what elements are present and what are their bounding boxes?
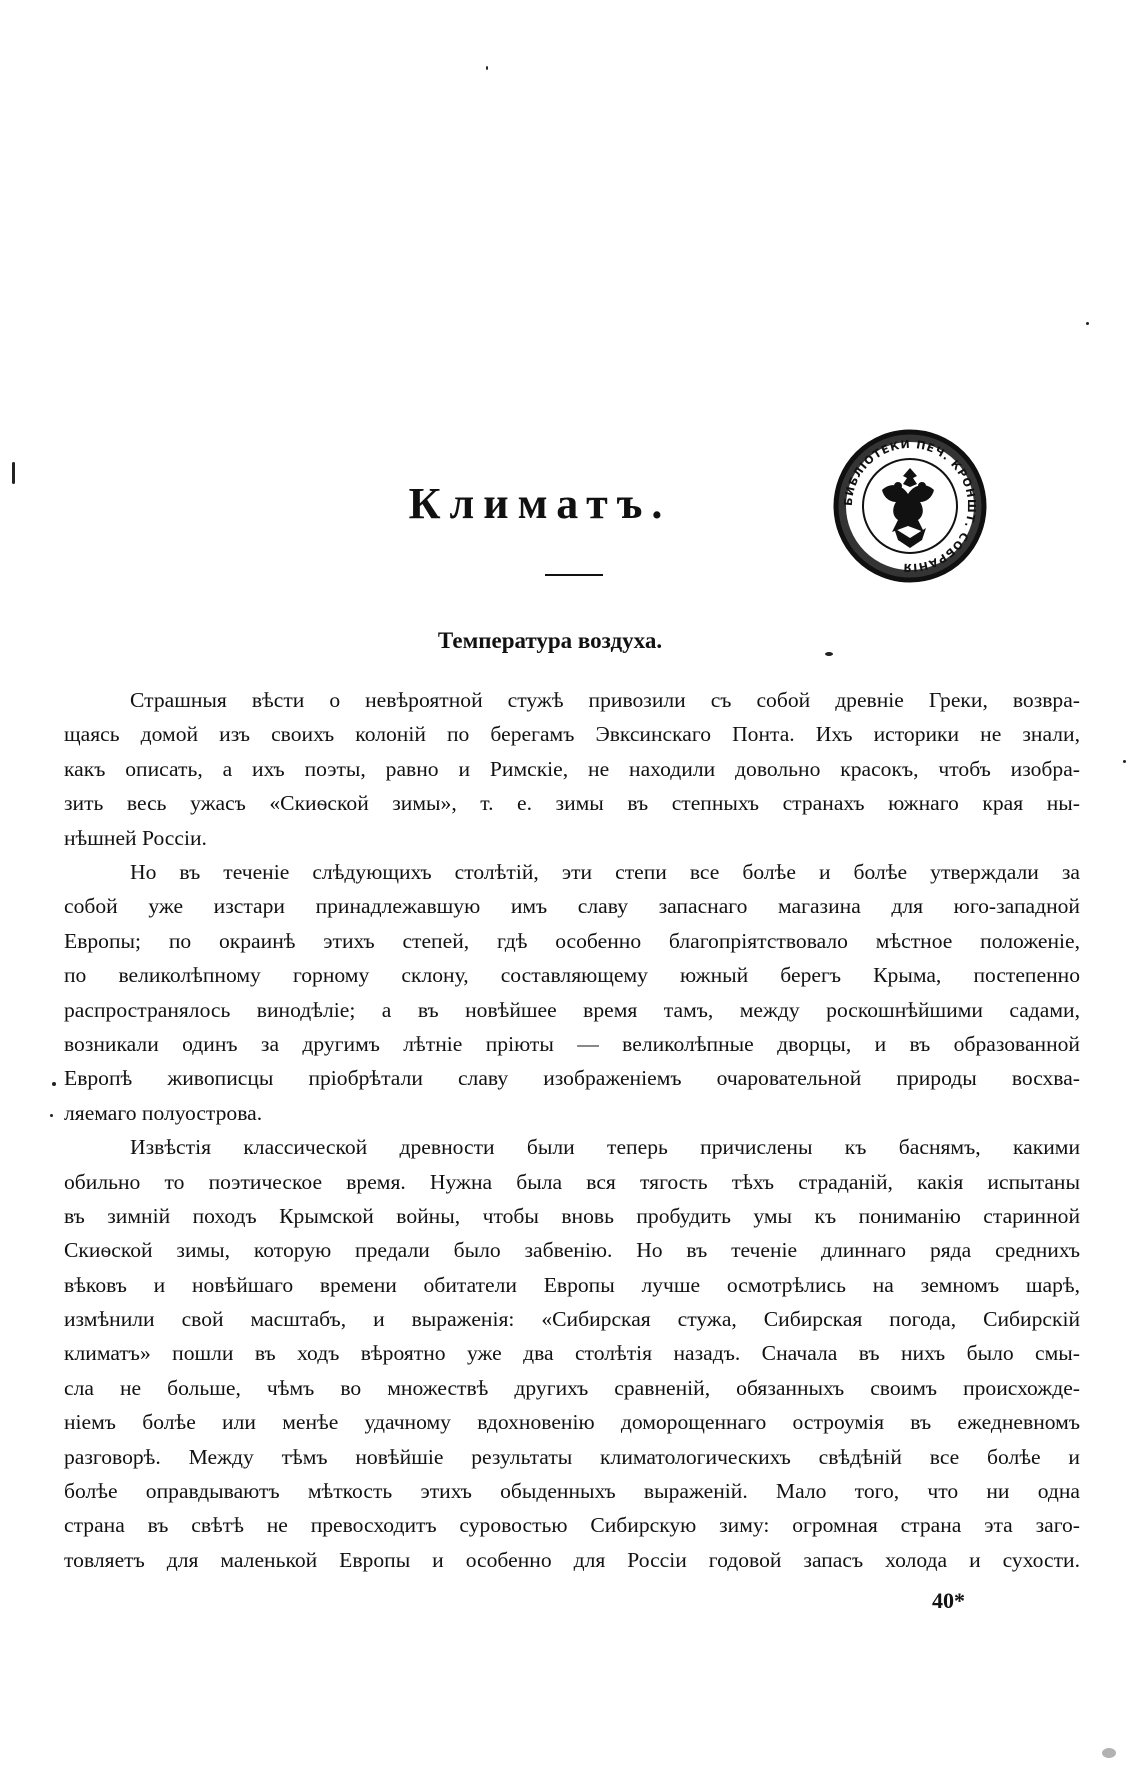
scan-speck (50, 1114, 53, 1117)
text-line: Извѣстія классической древности были теперь причислены къ баснямъ, какими (130, 1135, 1080, 1160)
text-line: возникали одинъ за другимъ лѣтніе пріюты — великолѣпные дворцы, и въ образованной (64, 1031, 1080, 1056)
page-number: 40* (932, 1588, 965, 1613)
text-line: Европы; по окраинѣ этихъ степей, гдѣ особенно благопріятствовало мѣстное положеніе, (64, 928, 1080, 953)
body-text (64, 683, 1080, 1577)
paragraph-2 (64, 855, 1080, 1130)
text-line: вѣковъ и новѣйшаго времени обитатели Европы лучше осмотрѣлись на земномъ шарѣ, (64, 1272, 1080, 1297)
text-line: нѣшней Россіи. (64, 825, 207, 850)
text-line: Страшныя вѣсти о невѣроятной стужѣ привозили съ собой древніе Греки, возвра- (130, 688, 1080, 712)
scan-speck (12, 462, 15, 484)
text-line: Но въ теченіе слѣдующихъ столѣтій, эти степи все болѣе и болѣе утверждали за (130, 859, 1080, 884)
text-line: по великолѣпному горному склону, составляющему южный берегъ Крыма, постепенно (64, 963, 1080, 988)
library-stamp-icon (832, 428, 988, 584)
text-line: сла не больше, чѣмъ во множествѣ другихъ сравненій, обязанныхъ своимъ происхожде- (64, 1375, 1080, 1400)
title-rule (545, 574, 603, 576)
text-line: страна въ свѣтѣ не превосходитъ суровостью Сибирскую зиму: огромная страна эта заго- (64, 1513, 1080, 1538)
text-line: ніемъ болѣе или менѣе удачному вдохновенію доморощеннаго остроумія въ ежедневномъ (64, 1410, 1080, 1435)
paragraph-3 (64, 1130, 1080, 1577)
text-line: болѣе оправдываютъ мѣткость этихъ обыденныхъ выраженій. Мало того, что ни одна (64, 1479, 1080, 1504)
text-line: щаясь домой изъ своихъ колоній по берегамъ Эвксинскаго Понта. Ихъ историки не знали, (64, 722, 1080, 747)
svg-text:БИБЛІОТЕКИ ПЕЧ. КРОНШТ. СОБРАН: БИБЛІОТЕКИ ПЕЧ. КРОНШТ. СОБРАНІЯ (841, 437, 979, 575)
text-line: зить весь ужасъ «Скиѳской зимы», т. е. зимы въ степныхъ странахъ южнаго края ны- (64, 791, 1080, 816)
scan-speck (1102, 1748, 1116, 1758)
scan-speck (52, 1082, 56, 1086)
text-line: собой уже изстари принадлежавшую имъ славу запаснаго магазина для юго-западной (64, 894, 1080, 919)
scan-speck (825, 652, 833, 656)
text-line: товляетъ для маленькой Европы и особенно для Россіи годовой запасъ холода и сухости. (64, 1547, 1080, 1572)
text-line: ляемаго полуострова. (64, 1100, 263, 1125)
text-line: разговорѣ. Между тѣмъ новѣйшіе результаты климатологическихъ свѣдѣній все болѣе и (64, 1444, 1080, 1469)
paragraph-1 (64, 683, 1080, 855)
text-line: климатъ» пошли въ ходъ вѣроятно уже два столѣтія назадъ. Сначала въ нихъ было смы- (64, 1341, 1080, 1366)
section-subtitle: Температура воздуха. (437, 628, 663, 653)
chapter-title: Климатъ. (408, 479, 672, 528)
text-line: въ зимній походъ Крымской войны, чтобы вновь пробудить умы къ пониманію старинной (64, 1203, 1080, 1228)
text-line: какъ описать, а ихъ поэты, равно и Римскіе, не находили довольно красокъ, чтобъ изобра- (64, 756, 1080, 781)
text-line: измѣнили свой масштабъ, и выраженія: «Сибирская стужа, Сибирская погода, Сибирскій (64, 1307, 1080, 1332)
scan-speck (1086, 322, 1089, 325)
text-line: обильно то поэтическое время. Нужна была вся тягость тѣхъ страданій, какія испытаны (64, 1169, 1080, 1194)
text-line: Европѣ живописцы пріобрѣтали славу изображеніемъ очаровательной природы восхва- (64, 1066, 1080, 1091)
text-line: распространялось винодѣліе; а въ новѣйшее время тамъ, между роскошнѣйшими садами, (64, 997, 1080, 1022)
scan-speck (1123, 760, 1126, 763)
text-line: Скиѳской зимы, которую предали было забвенію. Но въ теченіе длиннаго ряда среднихъ (64, 1238, 1080, 1263)
scan-speck (486, 66, 488, 70)
